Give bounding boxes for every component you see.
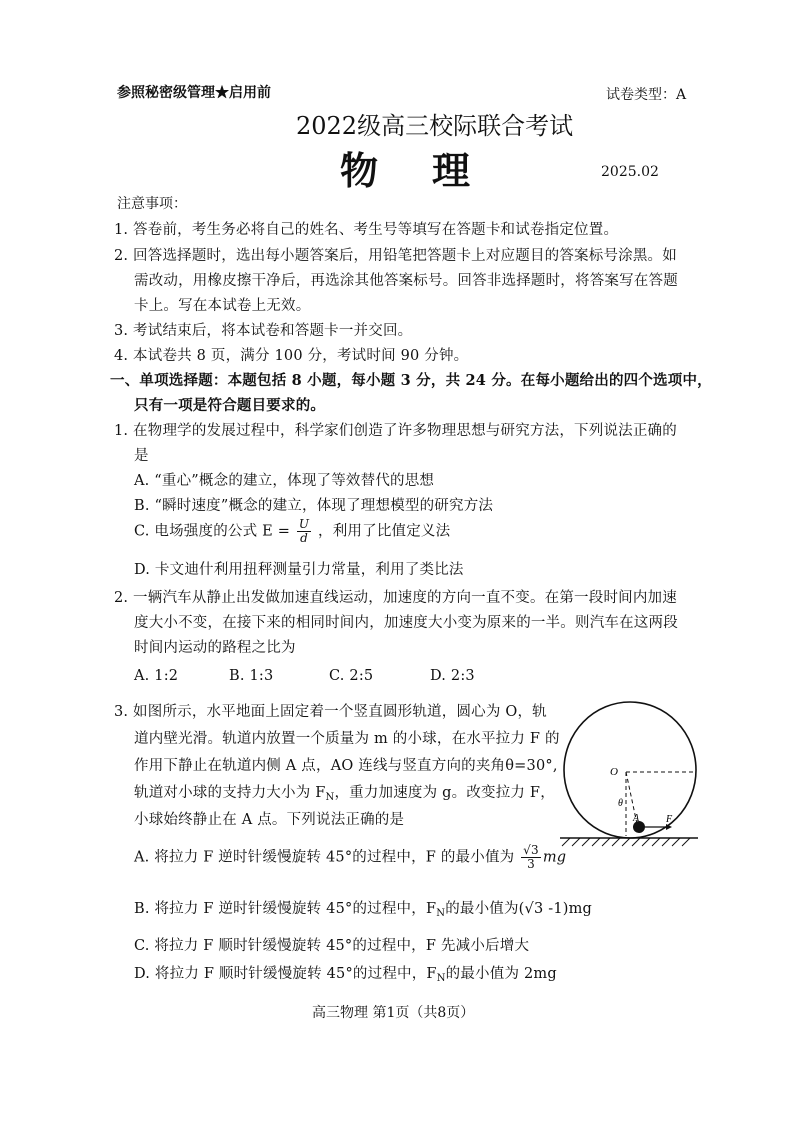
q1-stem-cont: 是 — [134, 448, 149, 464]
paper-type-label: 试卷类型：A — [606, 87, 687, 103]
q1-option-d: D. 卡文迪什利用扭秤测量引力常量，利用了类比法 — [134, 562, 464, 578]
q3-option-c: C. 将拉力 F 顺时针缓慢旋转 45°的过程中，F 先减小后增大 — [134, 938, 530, 954]
section-heading-cont: 只有一项是符合题目要求的。 — [134, 397, 326, 414]
confidential-label: 参照秘密级管理★启用前 — [117, 85, 271, 101]
page-footer: 高三物理 第1页（共8页） — [312, 1005, 475, 1021]
q2-option-b: B. 1:3 — [229, 668, 274, 684]
fraction-numerator: √3 — [523, 843, 539, 857]
subscript-n: N — [436, 908, 446, 919]
q3-option-b-suffix: 的最小值为(√3 -1)mg — [445, 901, 593, 917]
q3-option-d-prefix: D. 将拉力 F 顺时针缓慢旋转 45°的过程中，F — [134, 966, 437, 982]
section-heading: 一、单项选择题：本题包括 8 小题，每小题 3 分，共 24 分。在每小题给出的四个选项中， — [110, 372, 712, 389]
q3-option-a-prefix: A. 将拉力 F 逆时针缓慢旋转 45°的过程中，F 的最小值为 — [134, 849, 515, 866]
q2-stem-cont: 度大小不变，在接下来的相同时间内，加速度大小变为原来的一半。则汽车在这两段 — [134, 615, 678, 631]
ground-hatching — [562, 838, 690, 846]
exam-title: 2022级高三校际联合考试 — [296, 112, 574, 140]
subscript-n: N — [325, 792, 335, 803]
exam-date: 2025.02 — [601, 164, 659, 180]
q1-option-b: B. “瞬时速度”概念的建立，体现了理想模型的研究方法 — [134, 498, 494, 514]
note-item: 2. 回答选择题时，选出每小题答案后，用铅笔把答题卡上对应题目的答案标号涂黑。如 — [114, 248, 677, 264]
q1-option-c — [134, 518, 450, 545]
fraction-denominator: 3 — [527, 857, 535, 871]
notes-title: 注意事项： — [117, 196, 187, 212]
circular-track-figure — [548, 690, 698, 860]
fraction-numerator: U — [298, 517, 310, 531]
q3-option-d — [134, 962, 557, 984]
q3-stem-cont: 道内壁光滑。轨道内放置一个质量为 m 的小球，在水平拉力 F 的 — [134, 731, 560, 747]
label-o: O — [610, 766, 618, 778]
q1-option-c-prefix: C. 电场强度的公式 E = — [134, 523, 291, 540]
q3-stem-cont: 作用下静止在轨道内侧 A 点，AO 连线与竖直方向的夹角θ=30°, — [134, 758, 558, 774]
q2-stem-cont: 时间内运动的路程之比为 — [134, 640, 296, 656]
q3-option-d-suffix: 的最小值为 2mg — [445, 966, 557, 982]
q1-stem: 1. 在物理学的发展过程中，科学家们创造了许多物理思想与研究方法，下列说法正确的 — [114, 423, 677, 439]
note-item: 1. 答卷前，考生务必将自己的姓名、考生号等填写在答题卡和试卷指定位置。 — [114, 222, 619, 238]
fraction-sqrt3-over-3 — [521, 844, 541, 871]
q3-option-b — [134, 897, 592, 919]
label-theta: θ — [618, 798, 623, 809]
subject-title: 物 理 — [340, 148, 479, 193]
q3-option-a-suffix: mg — [542, 849, 567, 866]
subscript-n: N — [436, 973, 446, 984]
q3-stem4-text: 轨道对小球的支持力大小为 F — [134, 785, 326, 801]
q3-option-b-prefix: B. 将拉力 F 逆时针缓慢旋转 45°的过程中，F — [134, 901, 437, 917]
q2-option-d: D. 2:3 — [430, 668, 475, 684]
label-a: A — [633, 813, 640, 824]
q3-stem-cont — [134, 781, 555, 803]
q3-stem-cont: 小球始终静止在 A 点。下列说法正确的是 — [134, 812, 405, 828]
note-item: 卡上。写在本试卷上无效。 — [134, 298, 311, 314]
note-item: 4. 本试卷共 8 页，满分 100 分，考试时间 90 分钟。 — [114, 348, 469, 364]
label-f: F — [666, 814, 673, 825]
q3-stem4-tail: ，重力加速度为 g。改变拉力 F， — [334, 785, 555, 801]
note-item: 3. 考试结束后，将本试卷和答题卡一并交回。 — [114, 323, 413, 339]
q1-option-c-suffix: ，利用了比值定义法 — [318, 523, 451, 540]
q2-stem: 2. 一辆汽车从静止出发做加速直线运动，加速度的方向一直不变。在第一段时间内加速 — [114, 590, 677, 606]
q2-option-a: A. 1:2 — [134, 668, 179, 684]
q1-option-a: A. “重心”概念的建立，体现了等效替代的思想 — [134, 473, 435, 489]
track-circle — [564, 702, 696, 838]
q3-option-a — [134, 844, 566, 871]
note-item: 需改动，用橡皮擦干净后，再选涂其他答案标号。回答非选择题时，将答案写在答题 — [134, 273, 678, 289]
fraction-u-over-d — [297, 518, 311, 545]
fraction-denominator: d — [300, 531, 308, 545]
q3-stem: 3. 如图所示，水平地面上固定着一个竖直圆形轨道，圆心为 O，轨 — [114, 704, 547, 720]
q2-option-c: C. 2:5 — [329, 668, 374, 684]
